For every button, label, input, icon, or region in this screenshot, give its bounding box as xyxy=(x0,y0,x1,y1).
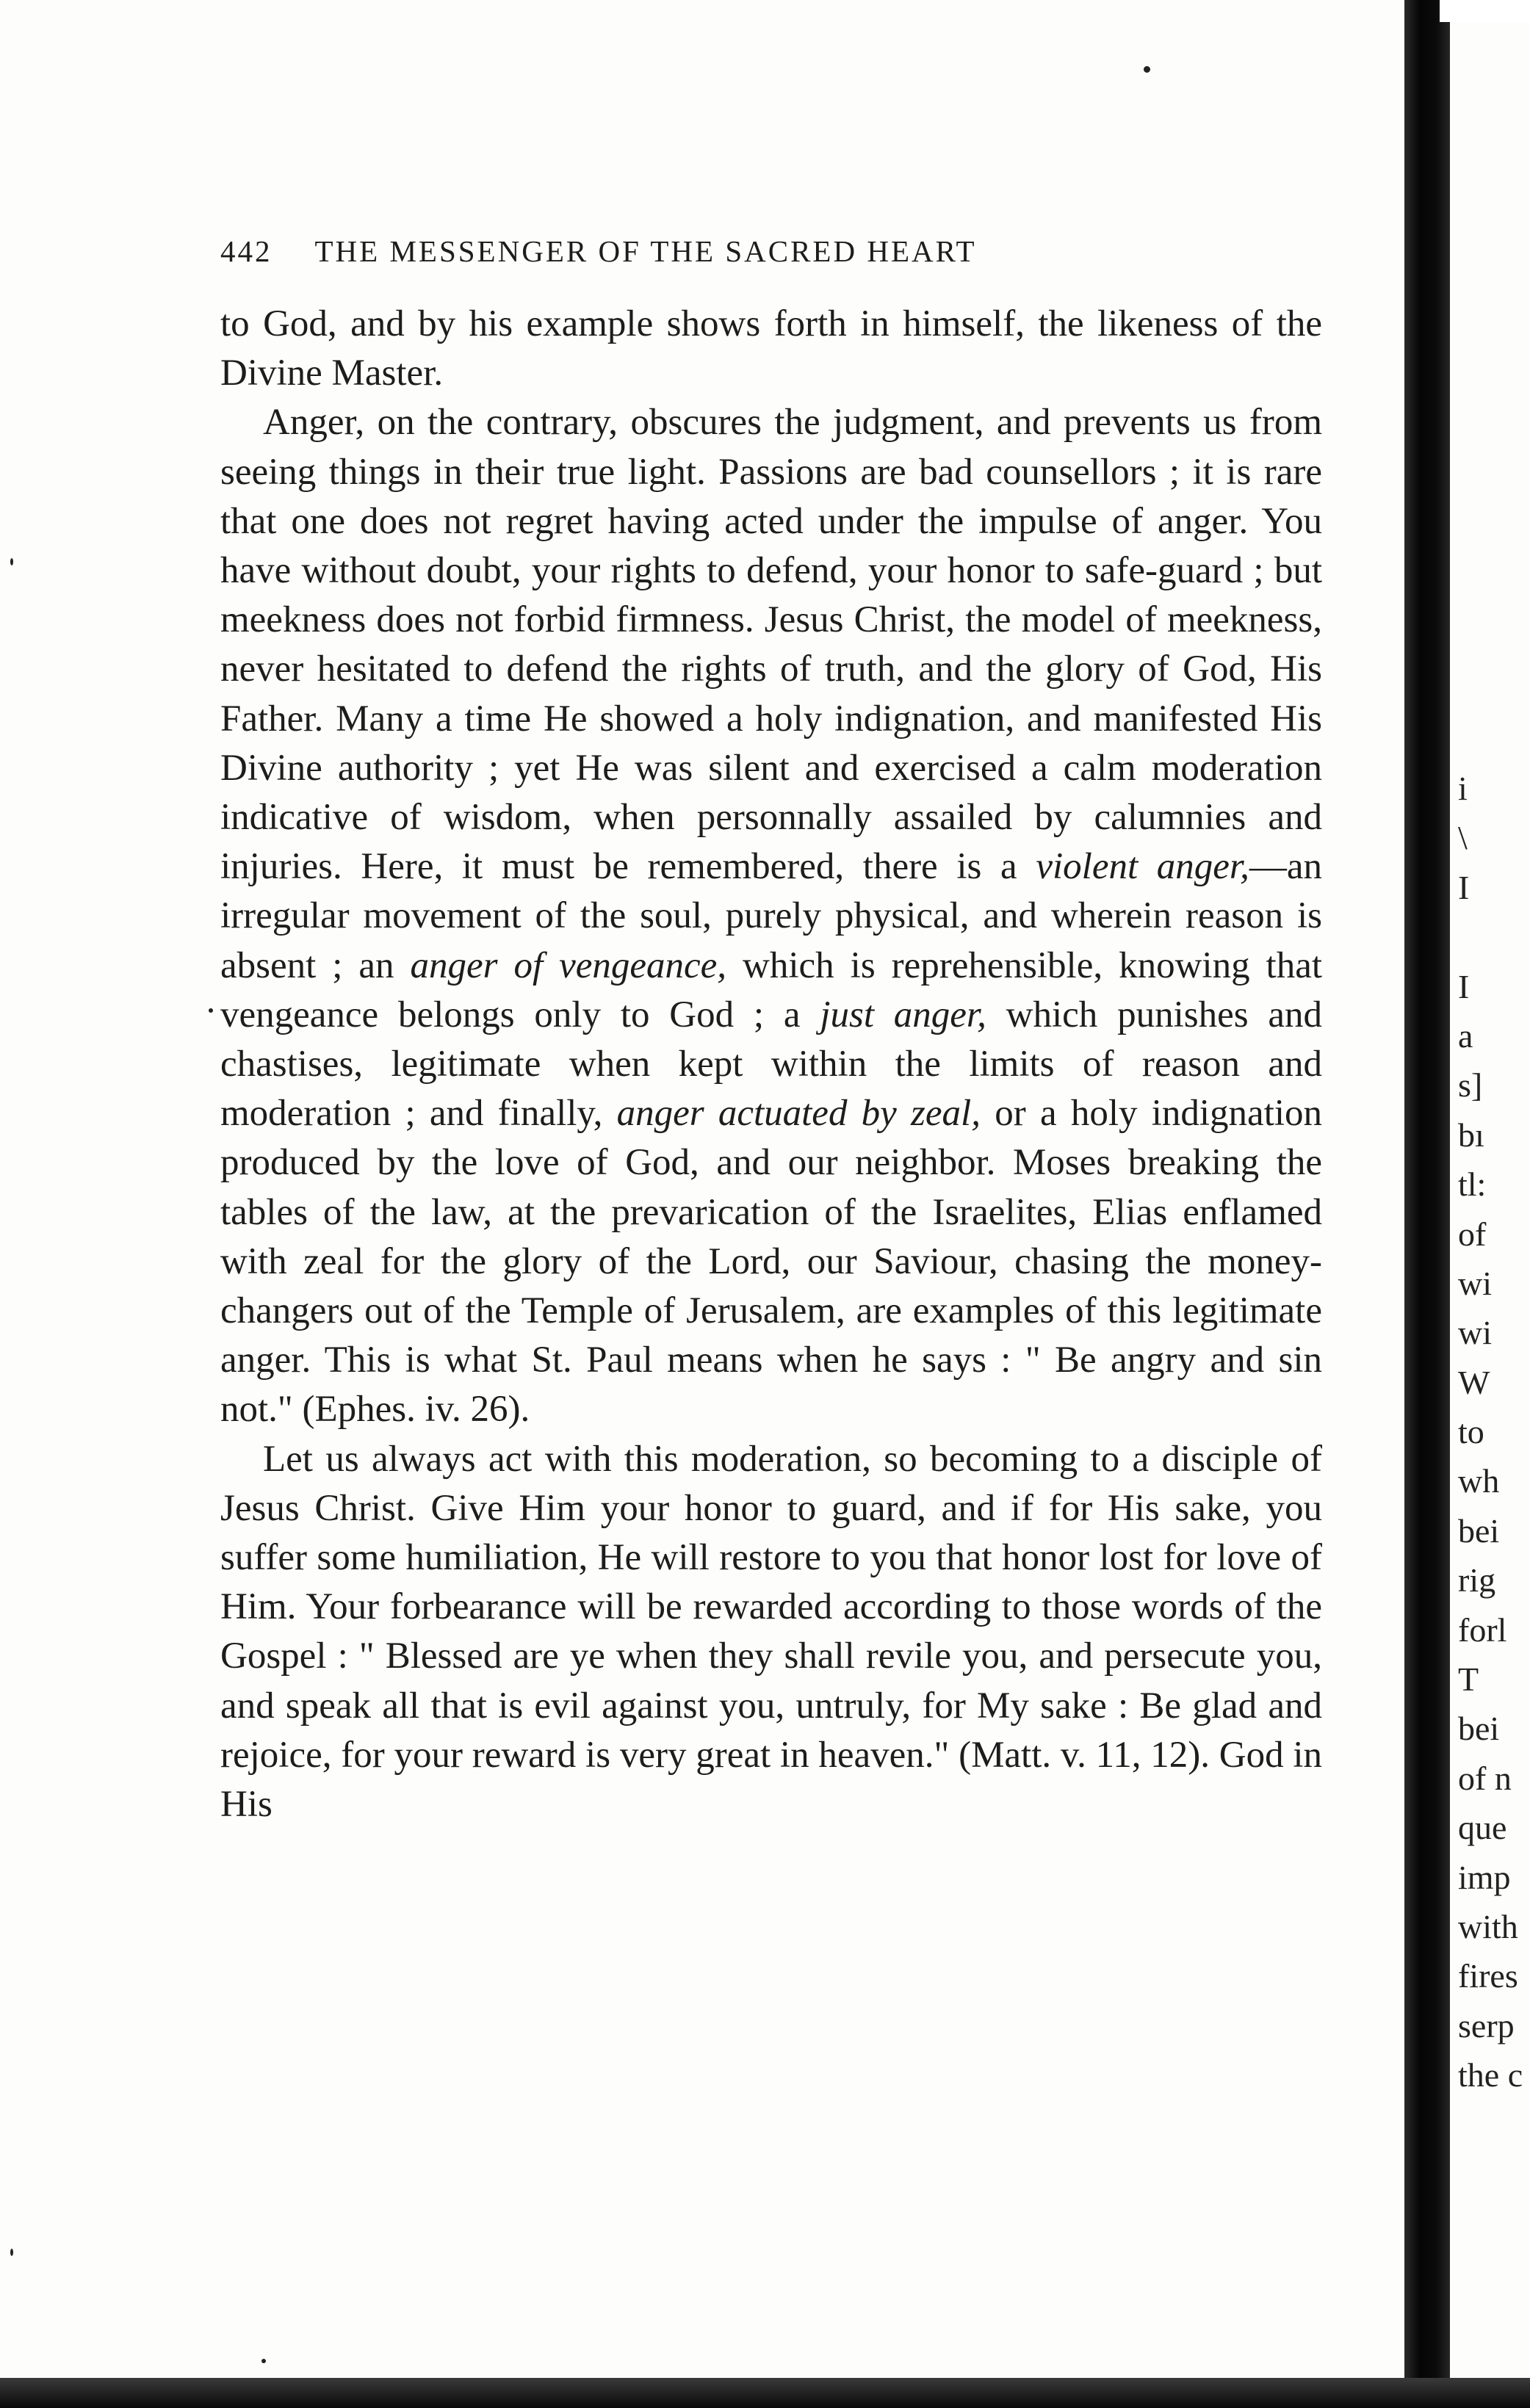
adjacent-page-fragment: a xyxy=(1458,1016,1473,1055)
adjacent-page-fragments xyxy=(1458,764,1530,2100)
ink-speck xyxy=(209,1008,213,1013)
adjacent-page-fragment: of xyxy=(1458,1215,1487,1253)
adjacent-page-fragment xyxy=(1458,912,1530,961)
text-run: Anger, on the contrary, obscures the judgment, and prevents us from seeing things in their true light. Passions are bad counsellors ; it is rare that one does not regret having acted under the impulse of anger. You have without doubt, your rights to defend, your honor to safe-guard ; but meekness does not forbid firmness. Jesus Christ, the model of meekness, never hesitated to defend the rights of truth, and the glory of God, His Father. Many a time He showed a holy indignation, and manifested His Divine authority ; yet He was silent and exercised a calm moderation indicative of wisdom, when personnally assailed by calumnies and injuries. Here, it must be remembered, there is a xyxy=(220,402,1322,888)
adjacent-page-fragment: i xyxy=(1458,770,1468,807)
running-title: THE MESSENGER OF THE SACRED HEART xyxy=(314,234,977,268)
ink-speck xyxy=(10,558,13,565)
text-run: or a holy indignation produced by the love of God, and our neighbor. Moses breaking the tables of the law, at the prevarication of the Israelites, Elias enflamed with zeal for the glory of the Lord, our Saviour, chasing the money-changers out of the Temple of Jerusalem, are examples of this legitimate anger. This is what St. Paul means when he says : " Be angry and sin not." (Ephes. iv. 26). xyxy=(220,1093,1323,1431)
adjacent-page-fragment: fires xyxy=(1458,1957,1518,1995)
adjacent-page-fragment: T xyxy=(1458,1660,1479,1699)
running-header xyxy=(220,234,1322,269)
adjacent-page-fragment: wh xyxy=(1458,1462,1500,1500)
adjacent-page-fragment: I xyxy=(1458,868,1470,906)
bottom-scan-edge xyxy=(0,2378,1530,2408)
adjacent-page-fragment: forl xyxy=(1458,1610,1507,1649)
adjacent-page-fragment: W xyxy=(1458,1363,1490,1401)
adjacent-page-fragment: tl: xyxy=(1458,1165,1487,1204)
adjacent-page-fragment: bei xyxy=(1458,1710,1500,1748)
adjacent-page-fragment: bı xyxy=(1458,1116,1484,1154)
adjacent-page-fragment: que xyxy=(1458,1809,1507,1847)
paragraph-continuation: to God, and by his example shows forth in himself, the likeness of the Divine Master. xyxy=(220,303,1322,394)
book-spine-gutter xyxy=(1404,0,1450,2408)
text-run: —an irregular movement of the soul, purely physical, and wherein reason is absent ; an xyxy=(220,846,1323,986)
ink-speck xyxy=(261,2359,266,2363)
adjacent-page-fragment: with xyxy=(1458,1907,1518,1945)
adjacent-page-fragment: of n xyxy=(1458,1759,1512,1797)
adjacent-page-fragment: wi xyxy=(1458,1264,1492,1302)
adjacent-page-fragment: the c xyxy=(1458,2056,1523,2094)
adjacent-page-fragment: to xyxy=(1458,1413,1484,1451)
paragraph-moderation: Let us always act with this moderation, so becoming to a disciple of Jesus Christ. Give Him your honor to guard, and if for His sake, you suffer some humiliation, He will restore to you that honor lost for love of Him. Your forbearance will be rewarded according to those words of the Gospel : " Blessed are ye when they shall revile you, and persecute you, and speak all that is evil against you, untruly, for My sake : Be glad and rejoice, for your reward is very great in heaven." (Matt. v. 11, 12). God in His xyxy=(220,1438,1322,1826)
adjacent-page-fragment: \ xyxy=(1458,819,1468,857)
adjacent-page-fragment: I xyxy=(1458,967,1470,1005)
adjacent-page-fragment: bei xyxy=(1458,1511,1500,1550)
adjacent-page-fragment: rig xyxy=(1458,1561,1496,1599)
text-run: which punishes and chastises, legitimate when kept within the limits of reason and moderation ; and finally, xyxy=(220,994,1323,1135)
text-run: which is reprehensible, knowing that vengeance belongs only to God ; a xyxy=(220,944,1323,1035)
emphasis-anger-of-vengeance: anger of vengeance, xyxy=(410,944,727,986)
ink-speck xyxy=(10,2249,13,2256)
adjacent-page-fragment: serp xyxy=(1458,2006,1515,2044)
emphasis-violent-anger: violent anger, xyxy=(1036,846,1249,888)
body-text xyxy=(220,300,1322,1829)
spine-top-edge xyxy=(1440,0,1530,22)
adjacent-page-fragment: wi xyxy=(1458,1314,1492,1352)
adjacent-page-fragment: imp xyxy=(1458,1858,1511,1896)
adjacent-page-fragment: s] xyxy=(1458,1066,1483,1104)
emphasis-just-anger: just anger, xyxy=(820,994,986,1035)
page-number: 442 xyxy=(220,234,273,268)
ink-speck xyxy=(1144,66,1150,73)
paragraph-anger xyxy=(220,398,1322,1434)
emphasis-anger-actuated-by-zeal: anger actuated by zeal, xyxy=(616,1093,981,1135)
